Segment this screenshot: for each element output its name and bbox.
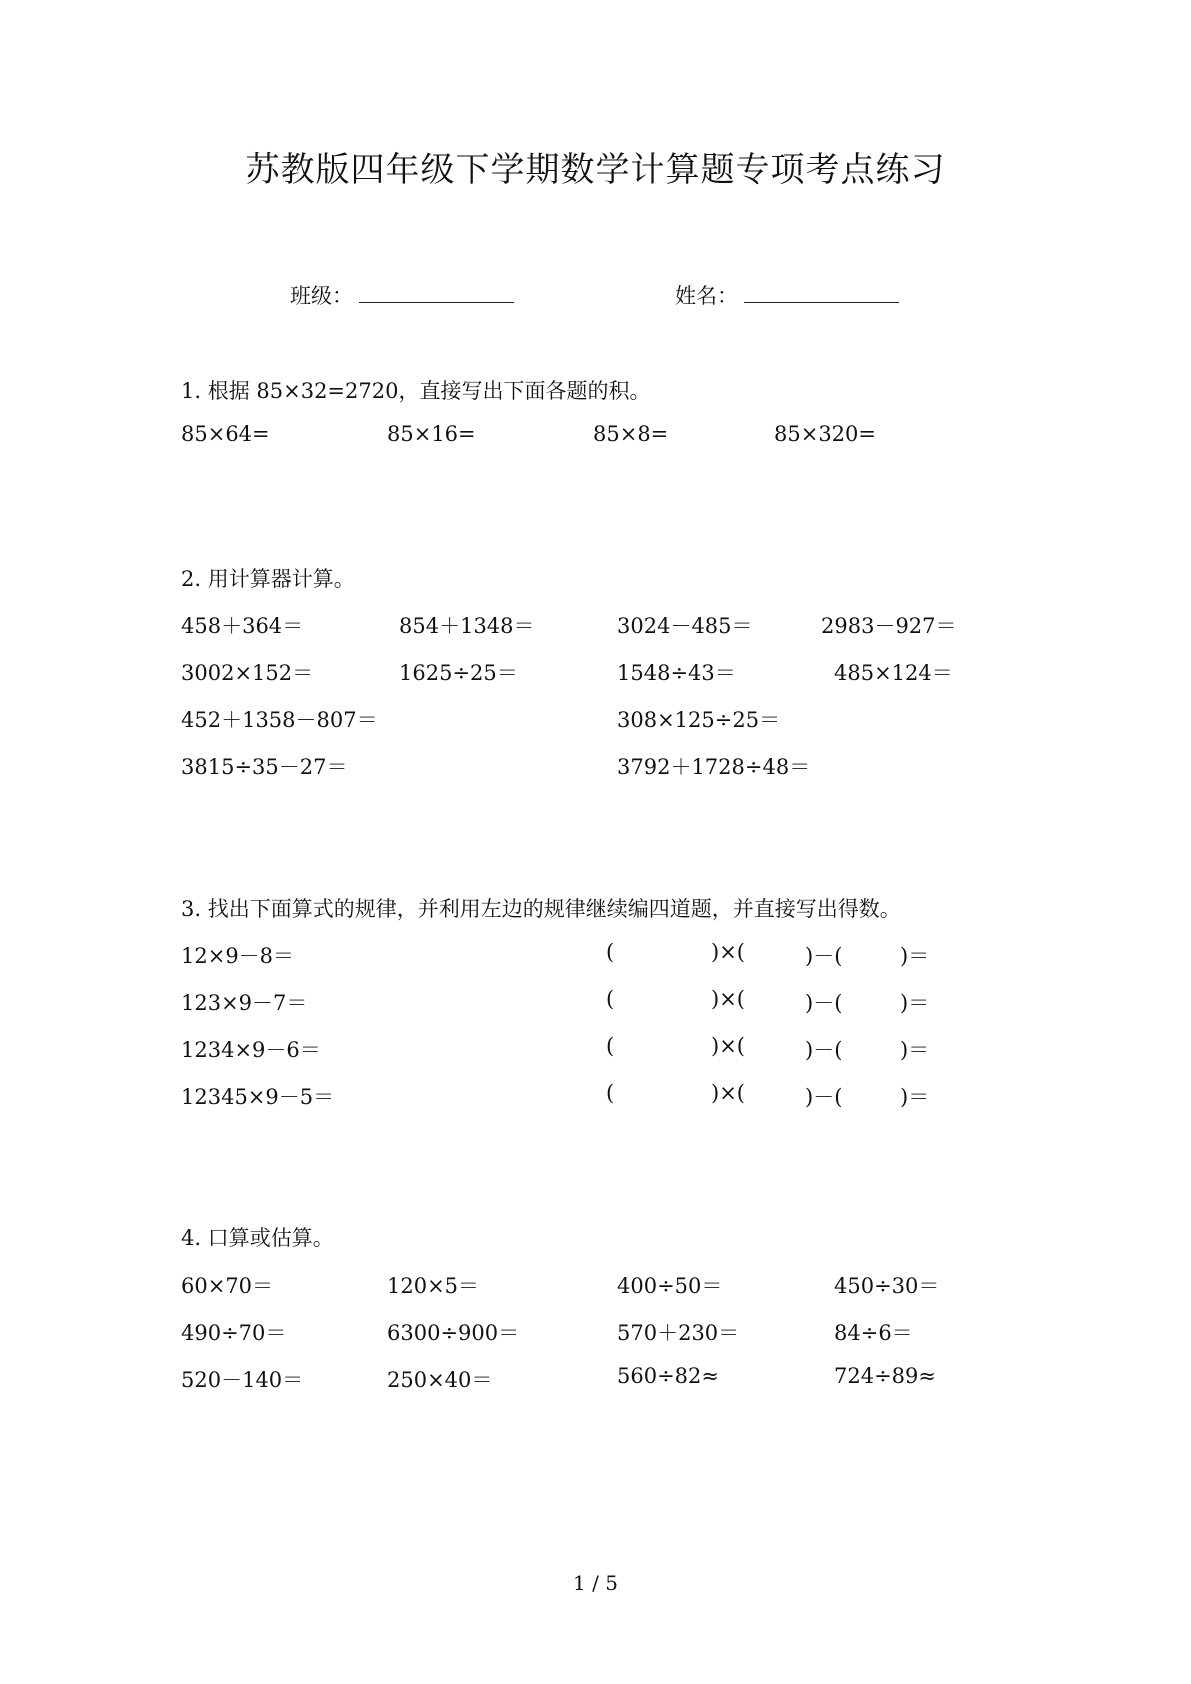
q3-times-paren: )×( (711, 1034, 745, 1058)
q2-heading: 2. 用计算器计算。 (181, 567, 355, 591)
page-number: 1 / 5 (573, 1571, 618, 1595)
q3-times-paren: )×( (711, 1081, 745, 1105)
q3-open-paren: ( (606, 987, 615, 1011)
q1-item: 85×8= (593, 422, 669, 446)
q2-item: 854＋1348＝ (399, 614, 535, 638)
q3-item: 12×9－8＝ (181, 944, 295, 968)
q3-minus-paren: )－( (805, 944, 843, 968)
q3-item: 12345×9－5＝ (181, 1085, 335, 1109)
q1-item: 85×64= (181, 422, 270, 446)
name-blank[interactable] (744, 280, 899, 303)
q3-minus-paren: )－( (805, 1085, 843, 1109)
q1-heading: 1. 根据 85×32=2720，直接写出下面各题的积。 (181, 379, 651, 403)
page-title: 苏教版四年级下学期数学计算题专项考点练习 (245, 150, 946, 190)
q2-item: 1548÷43＝ (617, 661, 736, 685)
q2-item: 1625÷25＝ (399, 661, 518, 685)
q4-item: 724÷89≈ (834, 1364, 936, 1388)
class-label: 班级： (290, 284, 353, 308)
q4-item: 520－140＝ (181, 1368, 304, 1392)
q3-item: 1234×9－6＝ (181, 1038, 321, 1062)
q4-item: 560÷82≈ (617, 1364, 719, 1388)
q1-item: 85×320= (774, 422, 876, 446)
q4-item: 450÷30＝ (834, 1274, 940, 1298)
q3-heading: 3. 找出下面算式的规律，并利用左边的规律继续编四道题，并直接写出得数。 (181, 897, 901, 921)
q4-item: 120×5＝ (387, 1274, 480, 1298)
q4-item: 490÷70＝ (181, 1321, 287, 1345)
q4-item: 84÷6＝ (834, 1321, 913, 1345)
q3-equals-paren: )＝ (900, 1085, 930, 1109)
class-blank[interactable] (359, 280, 514, 303)
q3-open-paren: ( (606, 940, 615, 964)
q3-equals-paren: )＝ (900, 944, 930, 968)
q4-item: 250×40＝ (387, 1368, 493, 1392)
name-label: 姓名： (675, 284, 738, 308)
q3-times-paren: )×( (711, 987, 745, 1011)
q2-item: 458＋364＝ (181, 614, 304, 638)
q4-item: 400÷50＝ (617, 1274, 723, 1298)
q2-item: 3815÷35－27＝ (181, 755, 348, 779)
q3-item: 123×9－7＝ (181, 991, 308, 1015)
q4-heading: 4. 口算或估算。 (181, 1226, 334, 1250)
q4-item: 60×70＝ (181, 1274, 274, 1298)
q2-item: 3024－485＝ (617, 614, 753, 638)
q3-open-paren: ( (606, 1034, 615, 1058)
q2-item: 2983－927＝ (821, 614, 957, 638)
q3-minus-paren: )－( (805, 1038, 843, 1062)
q2-item: 3792＋1728÷48＝ (617, 755, 811, 779)
class-field-row (290, 280, 514, 310)
q2-item: 3002×152＝ (181, 661, 314, 685)
q2-item: 485×124＝ (834, 661, 953, 685)
q1-item: 85×16= (387, 422, 476, 446)
q2-item: 308×125÷25＝ (617, 708, 781, 732)
q2-item: 452＋1358－807＝ (181, 708, 378, 732)
q4-item: 570＋230＝ (617, 1321, 740, 1345)
q4-item: 6300÷900＝ (387, 1321, 520, 1345)
q3-equals-paren: )＝ (900, 1038, 930, 1062)
q3-equals-paren: )＝ (900, 991, 930, 1015)
name-field-row (675, 280, 899, 310)
q3-minus-paren: )－( (805, 991, 843, 1015)
q3-times-paren: )×( (711, 940, 745, 964)
q3-open-paren: ( (606, 1081, 615, 1105)
